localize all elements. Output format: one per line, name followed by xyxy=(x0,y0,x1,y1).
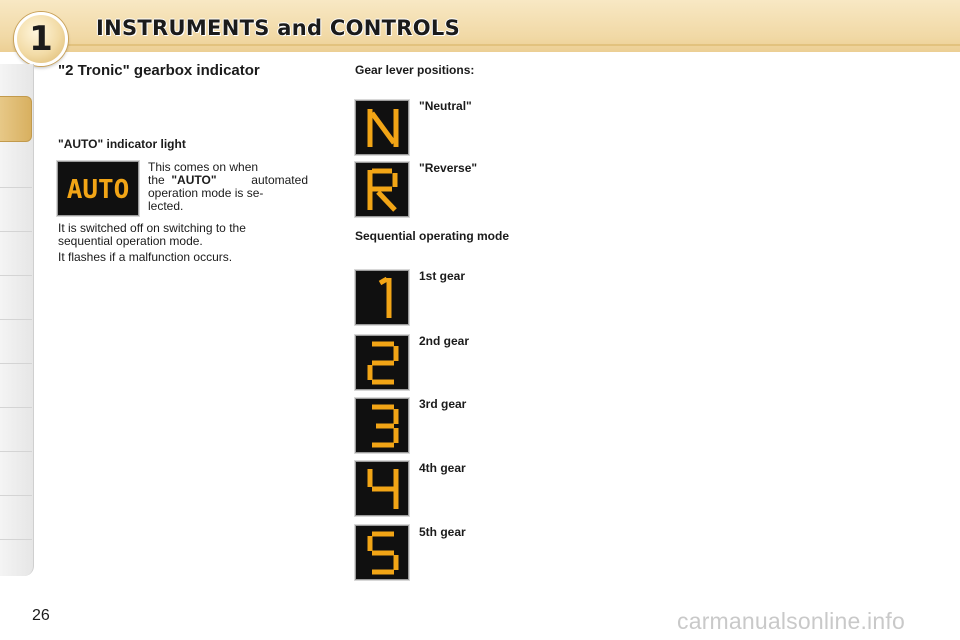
segment-5-icon xyxy=(364,530,402,576)
chapter-tab[interactable] xyxy=(0,144,32,188)
auto-indicator-heading: "AUTO" indicator light xyxy=(58,137,186,151)
flashes-text: It flashes if a malfunction occurs. xyxy=(58,250,233,264)
chapter-tab[interactable] xyxy=(0,276,32,320)
auto-description-line-3: operation mode is se- xyxy=(148,186,264,200)
chapter-tab-strip xyxy=(0,64,34,576)
auto-description xyxy=(148,161,308,213)
gear-label-5: 5th gear xyxy=(419,525,466,539)
chapter-tab[interactable] xyxy=(0,320,32,364)
sequential-mode-heading: Sequential operating mode xyxy=(355,229,510,243)
header-underline xyxy=(60,44,960,46)
gear-display-3 xyxy=(355,398,409,453)
gear-display-reverse xyxy=(355,162,409,217)
chapter-tab[interactable] xyxy=(0,452,32,496)
segment-r-icon xyxy=(364,167,402,213)
switch-off-line-1: It is switched off on switching to the xyxy=(58,221,246,235)
gear-label-1: 1st gear xyxy=(419,269,466,283)
gear-label-4: 4th gear xyxy=(419,461,466,475)
auto-segment-text xyxy=(64,175,132,203)
page-number: 26 xyxy=(32,607,50,624)
gear-label-2: 2nd gear xyxy=(419,334,470,348)
chapter-tab[interactable] xyxy=(0,408,32,452)
auto-display-label: AUTO xyxy=(66,174,130,203)
gear-display-1 xyxy=(355,270,409,325)
watermark: carmanualsonline.info xyxy=(677,608,905,634)
auto-display-icon xyxy=(57,161,139,216)
auto-description-bold: "AUTO" xyxy=(171,173,217,187)
segment-4-icon xyxy=(364,466,402,512)
switch-off-text xyxy=(58,222,308,248)
chapter-tab-active[interactable] xyxy=(0,96,32,142)
gear-label-neutral: "Neutral" xyxy=(419,99,472,113)
gear-positions-heading: Gear lever positions: xyxy=(355,63,475,77)
gear-label-reverse: "Reverse" xyxy=(419,161,478,175)
auto-description-line-4: lected. xyxy=(148,199,184,213)
chapter-tab[interactable] xyxy=(0,496,32,540)
auto-description-automated: automated xyxy=(251,173,308,187)
switch-off-line-2: sequential operation mode. xyxy=(58,234,203,248)
chapter-tab[interactable] xyxy=(0,364,32,408)
auto-description-line-1: This comes on when xyxy=(148,160,259,174)
chapter-tab[interactable] xyxy=(0,188,32,232)
auto-description-the: the xyxy=(148,173,165,187)
gear-display-neutral xyxy=(355,100,409,155)
segment-1-icon xyxy=(364,275,402,321)
gear-display-5 xyxy=(355,525,409,580)
gear-label-3: 3rd gear xyxy=(419,397,467,411)
segment-n-icon xyxy=(364,105,402,151)
segment-2-icon xyxy=(364,340,402,386)
chapter-title: INSTRUMENTS and CONTROLS xyxy=(96,16,460,40)
gear-display-2 xyxy=(355,335,409,390)
gear-display-4 xyxy=(355,461,409,516)
segment-3-icon xyxy=(364,403,402,449)
chapter-number-badge: 1 xyxy=(14,12,68,66)
section-title-gearbox-indicator: "2 Tronic" gearbox indicator xyxy=(58,62,260,79)
chapter-tab[interactable] xyxy=(0,232,32,276)
